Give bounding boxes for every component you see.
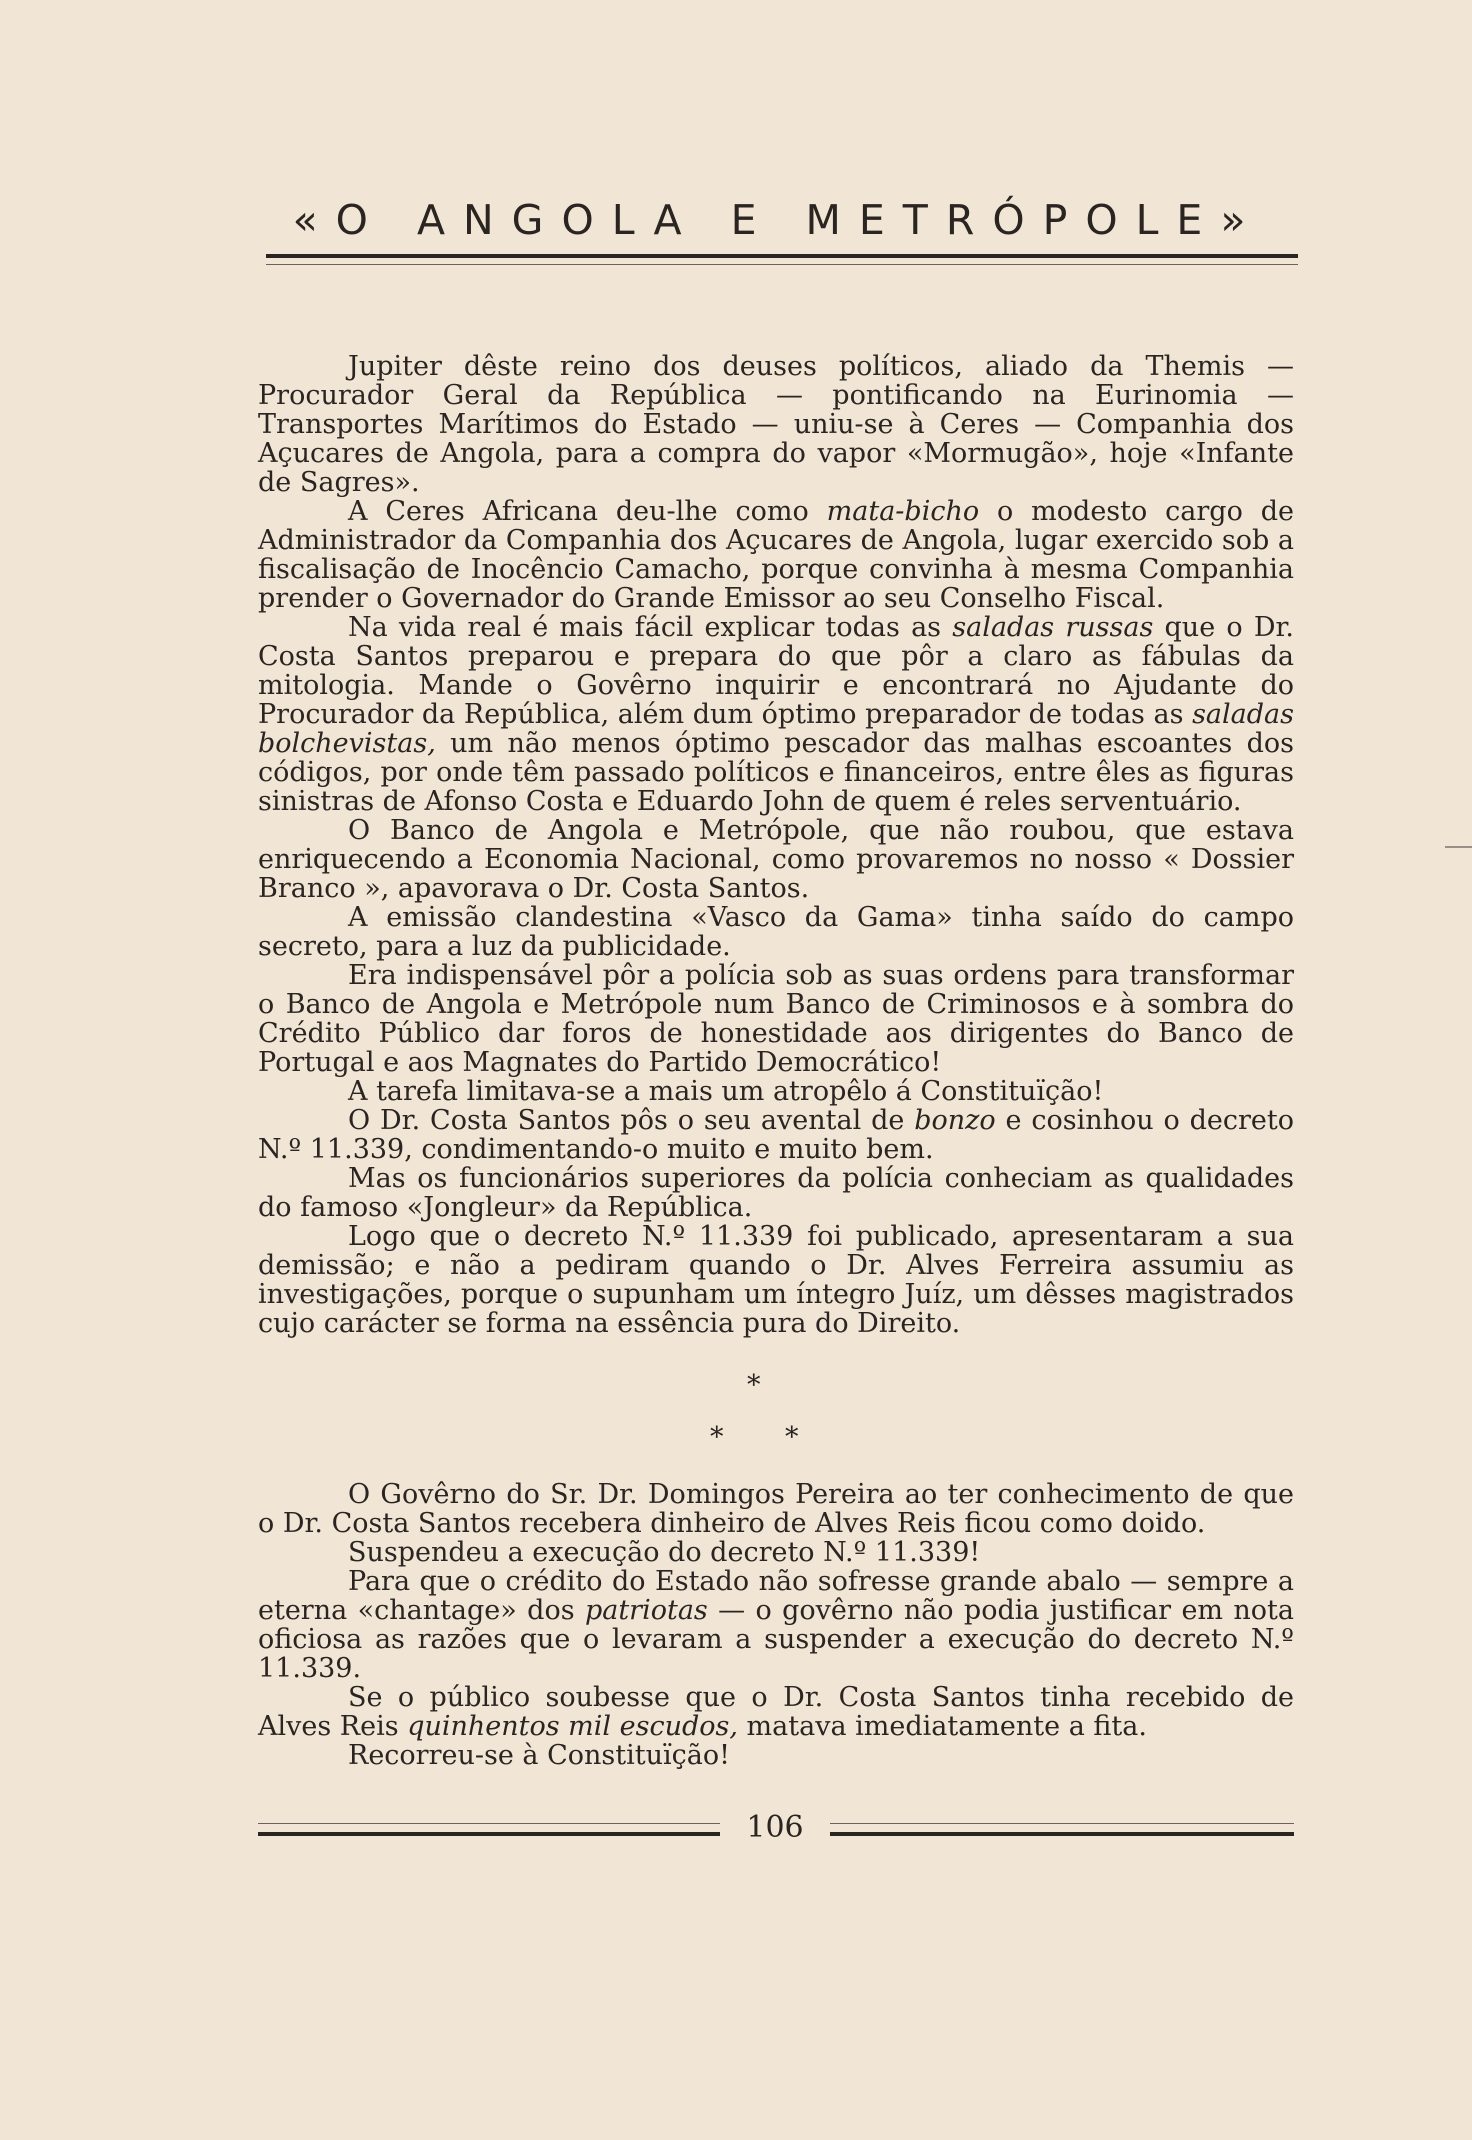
text-run: e cosinhou o decreto N.º 11.339, condimentando-o muito e muito bem. [258, 1105, 1294, 1165]
paragraph [258, 1077, 1294, 1106]
italic-text: saladas bolchevistas, [258, 699, 1294, 759]
footer-rule-left [258, 1832, 720, 1836]
paragraph [258, 903, 1294, 961]
page-number: 106 [746, 1810, 804, 1845]
paragraph [258, 613, 1294, 816]
text-run: que o Dr. Costa Santos preparou e prepara do que pôr a claro as fábulas da mitologia. Mande o Govêrno inquirir e encontrará no Ajudante do Procurador da República, além dum óptimo preparador de todas as [258, 612, 1295, 730]
text-run: Suspendeu a execução do decreto N.º 11.339! [348, 1537, 981, 1568]
paragraph [258, 816, 1294, 903]
paragraph [258, 1106, 1294, 1164]
text-run: A emissão clandestina «Vasco da Gama» tinha saído do campo secreto, para a luz da publicidade. [258, 902, 1294, 962]
asterism [700, 1370, 820, 1453]
paragraph [258, 1567, 1294, 1683]
text-run: Recorreu-se à Constituïção! [348, 1740, 730, 1771]
text-run: Era indispensável pôr a polícia sob as suas ordens para transformar o Banco de Angola e Metrópole num Banco de Criminosos e à sombra do Crédito Público dar foros de honestidade aos dirigentes do Banco de Portugal e aos Magnates do Partido Democrático! [258, 960, 1294, 1078]
italic-text: saladas russas [952, 612, 1154, 643]
text-run: Se o público soubesse que o Dr. Costa Santos tinha recebido de Alves Reis [258, 1682, 1294, 1742]
paragraph [258, 1683, 1294, 1741]
italic-text: mata-bicho [826, 496, 980, 527]
paragraph [258, 1538, 1294, 1567]
text-run: O Banco de Angola e Metrópole, que não roubou, que estava enriquecendo a Economia Nacional, como provaremos no nosso « Dossier Branco », apavorava o Dr. Costa Santos. [258, 815, 1294, 904]
asterism-star: * [785, 1422, 799, 1453]
italic-text: bonzo [914, 1105, 996, 1136]
paragraph [258, 1741, 1294, 1770]
footer-rule-right [830, 1832, 1294, 1836]
asterism-star: * [747, 1370, 761, 1401]
text-run: Na vida real é mais fácil explicar todas as [348, 612, 953, 643]
text-run: A tarefa limitava-se a mais um atropêlo á Constituïção! [348, 1076, 1104, 1107]
footer-rule-left-thin [258, 1823, 720, 1824]
section-two [258, 1480, 1294, 1770]
text-run: matava imediatamente a fita. [737, 1711, 1147, 1742]
margin-mark [1445, 846, 1472, 848]
text-run: Jupiter dêste reino dos deuses políticos, aliado da Themis — Procurador Geral da República — pontificando na Eurinomia — Transportes Marítimos do Estado — uniu-se à Ceres — Companhia dos Açucares de Angola, para a compra do vapor «Mormugão», hoje «Infante de Sagres». [258, 351, 1294, 498]
text-run: um não menos óptimo pescador das malhas escoantes dos códigos, por onde têm passado políticos e financeiros, entre êles as figuras sinistras de Afonso Costa e Eduardo John de quem é reles serventuário. [258, 728, 1294, 817]
text-run: O Govêrno do Sr. Dr. Domingos Pereira ao ter conhecimento de que o Dr. Costa Santos recebera dinheiro de Alves Reis ficou como doido. [258, 1479, 1294, 1539]
italic-text: quinhentos mil escudos, [407, 1711, 738, 1742]
text-run: — o govêrno não podia justificar em nota oficiosa as razões que o levaram a suspender a execução do decreto N.º 11.339. [258, 1595, 1294, 1684]
paragraph [258, 1222, 1294, 1338]
text-run: O Dr. Costa Santos pôs o seu avental de [348, 1105, 915, 1136]
paragraph [258, 1164, 1294, 1222]
header-rule-thin [266, 264, 1298, 265]
paragraph [258, 352, 1294, 497]
header-rule [266, 254, 1298, 258]
paragraph [258, 1480, 1294, 1538]
text-run: A Ceres Africana deu-lhe como [348, 496, 827, 527]
section-one [258, 352, 1294, 1338]
paragraph [258, 961, 1294, 1077]
text-run: o modesto cargo de Administrador da Companhia dos Açucares de Angola, lugar exercido sob a fiscalisação de Inocêncio Camacho, porque convinha à mesma Companhia prender o Governador do Grande Emissor ao seu Conselho Fiscal. [258, 496, 1294, 614]
text-run: Para que o crédito do Estado não sofresse grande abalo — sempre a eterna «chantage» dos [258, 1566, 1294, 1626]
asterism-star: * [710, 1422, 724, 1453]
footer-rule-right-thin [830, 1823, 1294, 1824]
text-run: Logo que o decreto N.º 11.339 foi publicado, apresentaram a sua demissão; e não a pediram quando o Dr. Alves Ferreira assumiu as investigações, porque o supunham um íntegro Juíz, um dêsses magistrados cujo carácter se forma na essência pura do Direito. [258, 1221, 1294, 1339]
text-run: Mas os funcionários superiores da polícia conheciam as qualidades do famoso «Jongleur» da República. [258, 1163, 1294, 1223]
paragraph [258, 497, 1294, 613]
running-title: «O ANGOLA E METRÓPOLE» [292, 196, 1264, 244]
italic-text: patriotas [584, 1595, 708, 1626]
